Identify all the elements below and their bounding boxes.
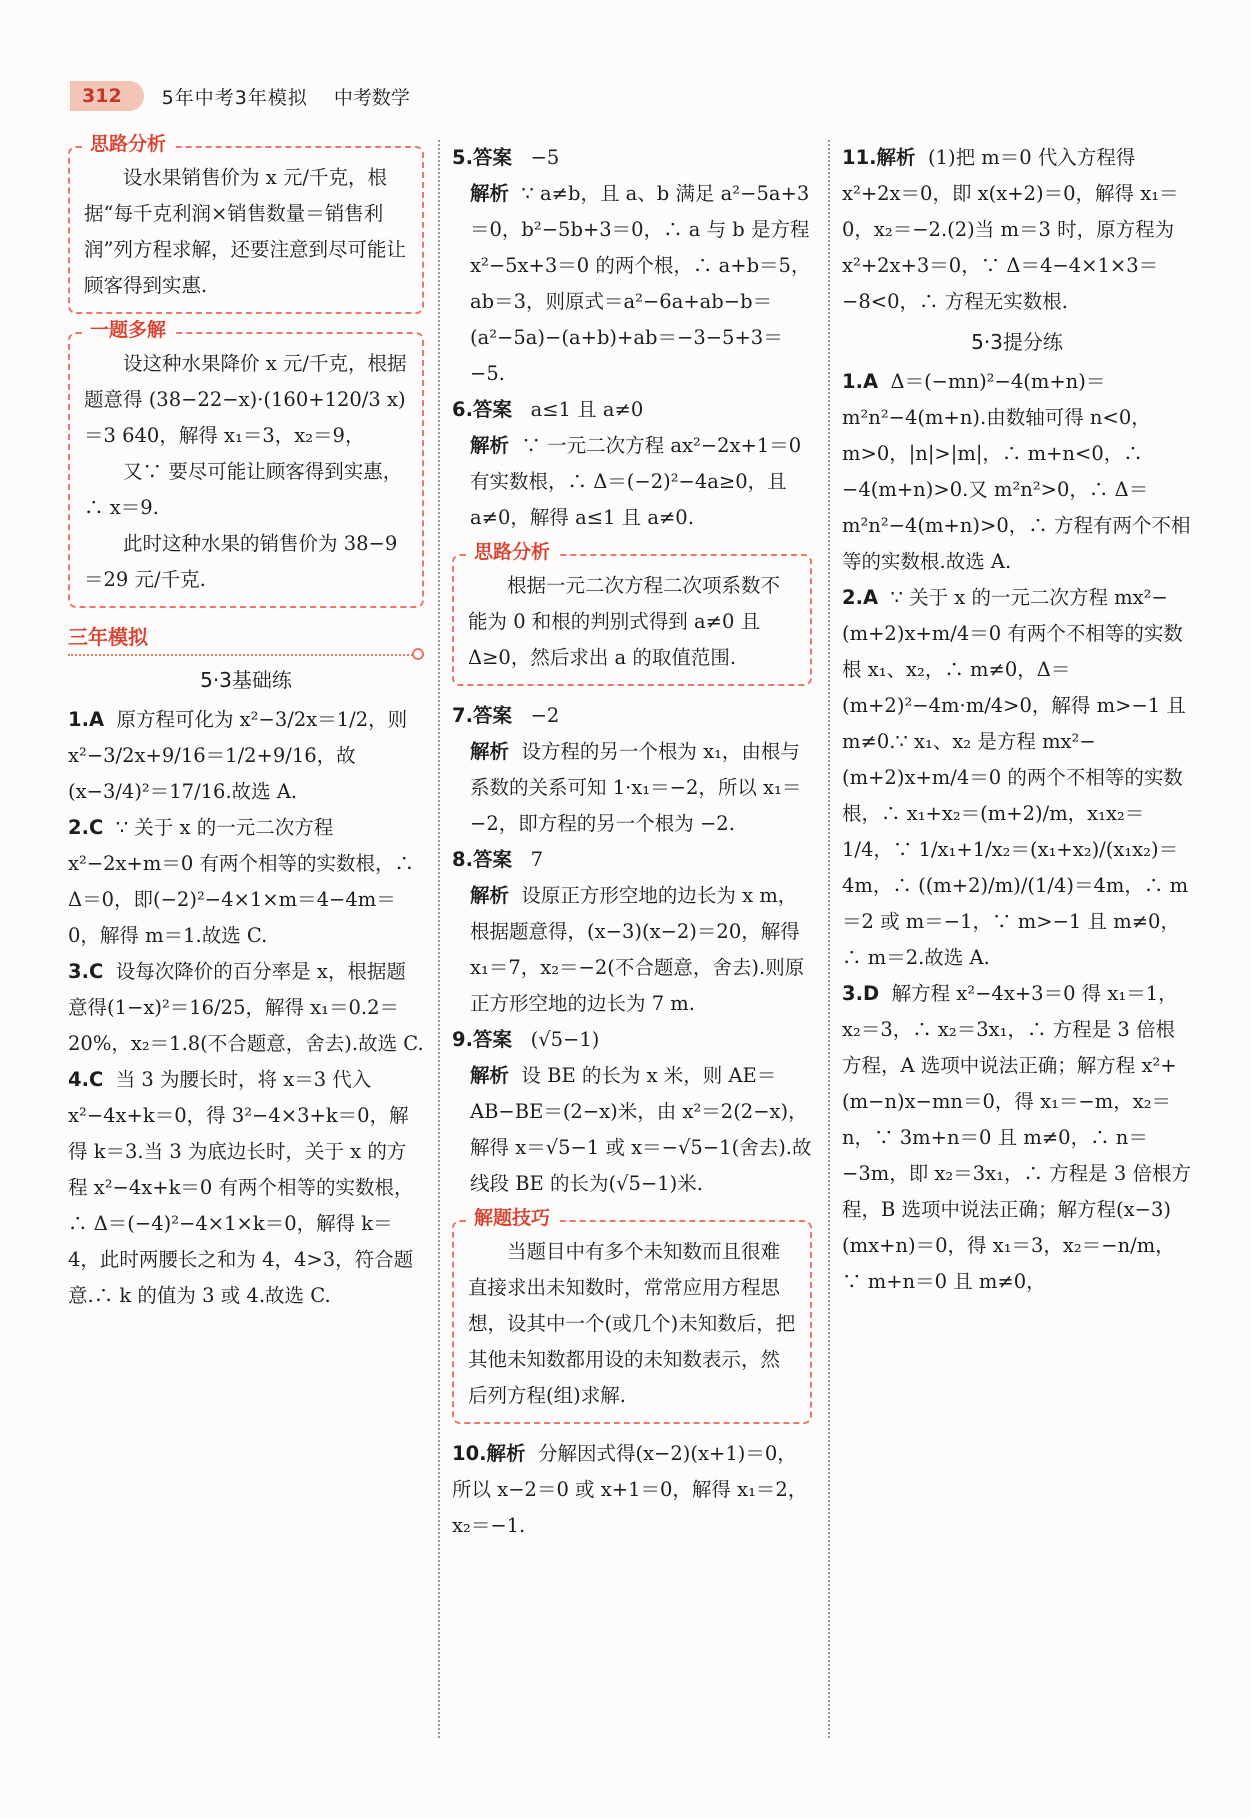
item-number: 2.A (842, 586, 879, 609)
subject-label: 中考数学 (333, 86, 410, 109)
item-number: 7.答案 (452, 704, 512, 727)
item-answer: a≤1 且 a≠0 (530, 398, 644, 421)
item-answer: 7 (530, 848, 544, 871)
technique-text: 当题目中有多个未知数而且很难直接求出未知数时，常常应用方程思想，设其中一个(或几个)未知数后，把其他未知数都用设的未知数表示，然后列方程(组)求解. (468, 1240, 796, 1407)
item-number: 10.解析 (452, 1442, 526, 1465)
item-number: 1.A (842, 370, 879, 393)
tip-text: 设水果销售价为 x 元/千克，根据“每千克利润×销售数量＝销售利润”列方程求解，还要注意到尽可能让顾客得到实惠. (84, 166, 406, 297)
analysis-label: 解析 (470, 434, 510, 457)
answer-item (452, 698, 812, 734)
item-text: 解方程 x²−4x+3＝0 得 x₁＝1，x₂＝3，∴ x₂＝3x₁，∴ 方程是 3 倍根方程，A 选项中说法正确；解方程 x²+(m−n)x−mn＝0，得 x₁＝−m，x₂＝n，∵ 3m+n＝0 且 m≠0，∴ n＝−3m，即 x₂＝3x₁，∴ 方程是 3 倍根方程，B 选项中说法正确；解方程(x−3)(mx+n)＝0，得 x₁＝3，x₂＝−n/m，∵ m+n＝0 且 m≠0， (842, 982, 1191, 1293)
item-number: 2.C (68, 816, 104, 839)
answer-item (68, 810, 424, 954)
answer-item (452, 140, 812, 176)
answer-item (452, 842, 812, 878)
answer-item (842, 140, 1192, 320)
item-number: 6.答案 (452, 398, 512, 421)
item-text: 当 3 为腰长时，将 x＝3 代入 x²−4x+k＝0，得 3²−4×3+k＝0，解得 k＝3.当 3 为底边长时，关于 x 的方程 x²−4x+k＝0 有两个相等的实数根，∴ Δ＝(−4)²−4×1×k＝0，解得 k＝4，此时两腰长之和为 4，4>3，符合题意.∴ k 的值为 3 或 4.故选 C. (68, 1068, 414, 1307)
analysis-label: 解析 (470, 884, 510, 907)
item-text: 分解因式得(x−2)(x+1)＝0，所以 x−2＝0 或 x+1＝0，解得 x₁＝2，x₂＝−1. (452, 1442, 808, 1537)
item-text: 设 BE 的长为 x 米，则 AE＝AB−BE＝(2−x)米，由 x²＝2(2−x)，解得 x＝√5−1 或 x＝−√5−1(舍去).故线段 BE 的长为(√5−1)米. (470, 1064, 812, 1195)
item-text: ∵ 关于 x 的一元二次方程 mx²−(m+2)x+m/4＝0 有两个不相等的实数根 x₁、x₂，∴ m≠0，Δ＝(m+2)²−4m·m/4>0，解得 m>−1 且 m≠0.∵ x₁、x₂ 是方程 mx²−(m+2)x+m/4＝0 的两个不相等的实数根，∴ x₁+x₂＝(m+2)/m，x₁x₂＝1/4，∵ 1/x₁+1/x₂＝(x₁+x₂)/(x₁x₂)＝4m，∴ ((m+2)/m)/(1/4)＝4m，∴ m＝2 或 m＝−1，∵ m>−1 且 m≠0，∴ m＝2.故选 A. (842, 586, 1189, 969)
item-text: (1)把 m＝0 代入方程得 x²+2x＝0，即 x(x+2)＝0，解得 x₁＝0，x₂＝−2.(2)当 m＝3 时，原方程为 x²+2x+3＝0，∵ Δ＝4−4×1×3＝−8<0，∴ 方程无实数根. (842, 146, 1179, 313)
item-number: 8.答案 (452, 848, 512, 871)
item-analysis (452, 1058, 812, 1202)
alt-solution-line: 此时这种水果的销售价为 38−9＝29 元/千克. (84, 532, 398, 591)
item-text: 设每次降价的百分率是 x，根据题意得(1−x)²＝16/25，解得 x₁＝0.2＝20%，x₂＝1.8(不合题意，舍去).故选 C. (68, 960, 424, 1055)
tip-box-title: 思路分析 (84, 132, 172, 156)
item-text: ∵ 关于 x 的一元二次方程 x²−2x+m＝0 有两个相等的实数根，∴ Δ＝0，即(−2)²−4×1×m＝4−4m＝0，解得 m＝1.故选 C. (68, 816, 414, 947)
page-header (70, 78, 410, 114)
tip-text: 根据一元二次方程二次项系数不能为 0 和根的判别式得到 a≠0 且 Δ≥0，然后求出 a 的取值范围. (468, 574, 781, 669)
technique-box (452, 1207, 812, 1424)
tip-box (452, 541, 812, 686)
column-divider (438, 140, 440, 1738)
item-analysis (452, 878, 812, 1022)
section-title: 5·3基础练 (200, 668, 292, 692)
answer-item (842, 364, 1192, 580)
alt-solution-title: 一题多解 (84, 318, 172, 342)
item-number: 3.C (68, 960, 104, 983)
answer-item (452, 1436, 812, 1544)
item-text: 设原正方形空地的边长为 x m，根据题意得，(x−3)(x−2)＝20，解得 x₁＝7，x₂＝−2(不合题意，舍去).则原正方形空地的边长为 7 m. (470, 884, 805, 1015)
column-2 (452, 140, 812, 1544)
item-analysis (452, 176, 812, 392)
answer-item (68, 702, 424, 810)
section-banner: 三年模拟 (68, 620, 424, 656)
alt-solution-box (68, 319, 424, 608)
analysis-label: 解析 (470, 182, 510, 205)
answer-item (68, 954, 424, 1062)
column-1 (68, 133, 424, 1314)
item-text: Δ＝(−mn)²−4(m+n)＝m²n²−4(m+n).由数轴可得 n<0，m>0，|n|>|m|，∴ m+n<0，∴ −4(m+n)>0.又 m²n²>0，∴ Δ＝m²n²−4(m+n)>0，∴ 方程有两个不相等的实数根.故选 A. (842, 370, 1191, 573)
item-number: 4.C (68, 1068, 104, 1091)
item-text: ∵ a≠b，且 a、b 满足 a²−5a+3＝0，b²−5b+3＝0，∴ a 与 b 是方程 x²−5x+3＝0 的两个根，∴ a+b＝5，ab＝3，则原式＝a²−6a+ab−b＝(a²−5a)−(a+b)+ab＝−3−5+3＝−5. (470, 182, 811, 385)
column-divider (828, 140, 830, 1738)
item-analysis (452, 734, 812, 842)
tip-box-title: 思路分析 (468, 540, 556, 564)
section-title: 5·3提分练 (971, 330, 1063, 354)
item-analysis (452, 428, 812, 536)
answer-item (452, 1022, 812, 1058)
alt-solution-line: 设这种水果降价 x 元/千克，根据题意得 (38−22−x)·(160+120/3 x)＝3 640，解得 x₁＝3，x₂＝9， (84, 352, 407, 447)
book-title: 5年中考3年模拟 (161, 86, 308, 109)
item-number: 1.A (68, 708, 105, 731)
answer-item (452, 392, 812, 428)
item-answer: (√5−1) (530, 1028, 600, 1051)
answer-item (68, 1062, 424, 1314)
item-number: 11.解析 (842, 146, 916, 169)
item-answer: −5 (530, 146, 560, 169)
technique-box-title: 解题技巧 (468, 1206, 556, 1230)
page-number: 312 (70, 81, 144, 111)
item-text: 设方程的另一个根为 x₁，由根与系数的关系可知 1·x₁＝−2，所以 x₁＝−2，即方程的另一个根为 −2. (470, 740, 802, 835)
item-number: 3.D (842, 982, 880, 1005)
tip-box (68, 133, 424, 314)
item-number: 9.答案 (452, 1028, 512, 1051)
item-text: 原方程可化为 x²−3/2x＝1/2，则 x²−3/2x+9/16＝1/2+9/16，故 (x−3/4)²＝17/16.故选 A. (68, 708, 408, 803)
item-number: 5.答案 (452, 146, 512, 169)
analysis-label: 解析 (470, 740, 510, 763)
item-answer: −2 (530, 704, 560, 727)
answer-item (842, 976, 1192, 1300)
answer-item (842, 580, 1192, 976)
item-text: ∵ 一元二次方程 ax²−2x+1＝0 有实数根，∴ Δ＝(−2)²−4a≥0，且 a≠0，解得 a≤1 且 a≠0. (470, 434, 802, 529)
alt-solution-line: 又∵ 要尽可能让顾客得到实惠，∴ x＝9. (84, 460, 403, 519)
column-3 (842, 140, 1192, 1300)
analysis-label: 解析 (470, 1064, 510, 1087)
